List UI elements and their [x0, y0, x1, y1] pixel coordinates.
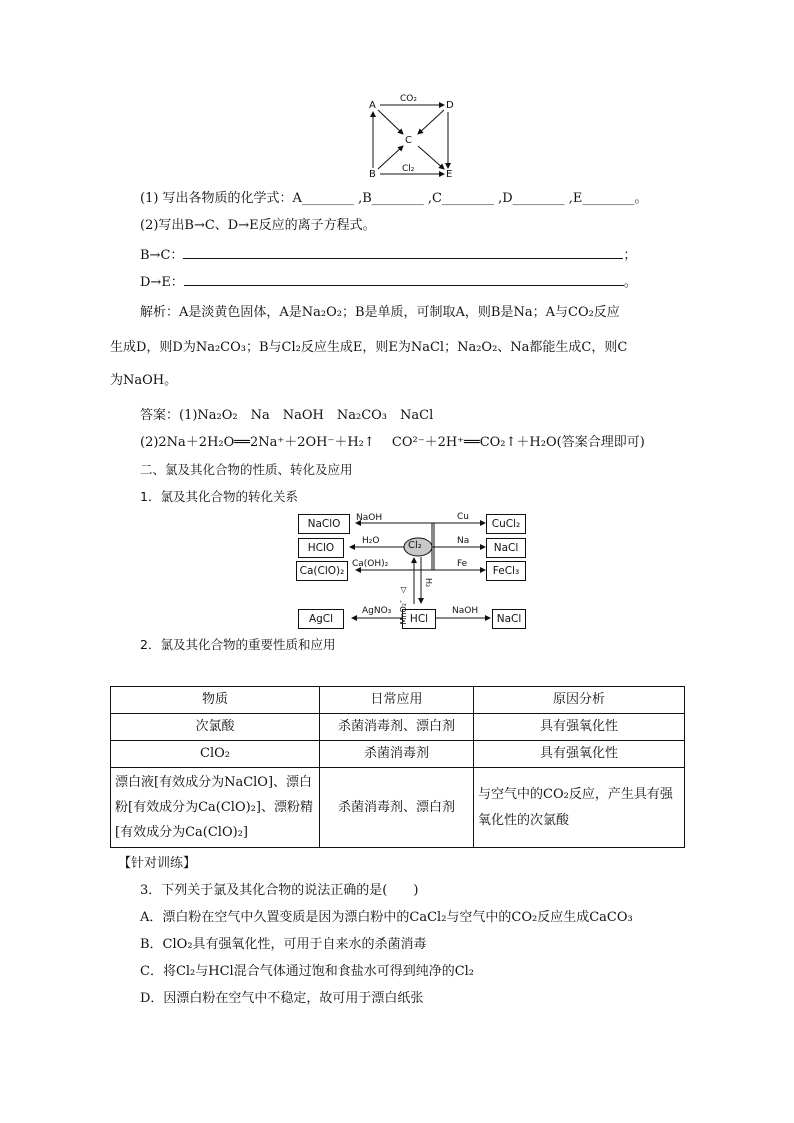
- cell-substance: ClO₂: [111, 741, 320, 768]
- label-caoh2: Ca(OH)₂: [352, 559, 389, 569]
- table-row: [111, 768, 685, 848]
- table-row: [111, 714, 685, 741]
- label-na: Na: [457, 536, 470, 546]
- edge-label-co2: CO₂: [400, 94, 417, 104]
- properties-table: [110, 686, 685, 848]
- section-2-title: 二、氯及其化合物的性质、转化及应用: [140, 462, 353, 477]
- table-header-row: [111, 687, 685, 714]
- cell-application: 杀菌消毒剂、漂白剂: [320, 714, 474, 741]
- cell-application: 杀菌消毒剂: [320, 741, 474, 768]
- question-1: (1) 写出各物质的化学式：A________ ,B________ ,C________ ,D________ ,E________。: [140, 191, 648, 206]
- analysis-line-1: 解析：A是淡黄色固体，A是Na₂O₂；B是单质，可制取A，则B是Na；A与CO₂反应: [140, 305, 620, 320]
- th-application: 日常应用: [320, 687, 474, 714]
- label-naoh-left: NaOH: [356, 513, 383, 523]
- training-title: 【针对训练】: [118, 856, 197, 871]
- answer-line-bc: [140, 244, 636, 265]
- label-cu: Cu: [457, 512, 469, 522]
- bc-label: B→C：: [140, 248, 184, 263]
- label-fe: Fe: [457, 559, 468, 569]
- box-ca-clo2: Ca(ClO)₂: [296, 561, 348, 581]
- analysis-line-3: 为NaOH。: [110, 373, 178, 388]
- cell-application: 杀菌消毒剂、漂白剂: [320, 768, 474, 848]
- box-hclo: HClO: [298, 538, 344, 558]
- de-label: D→E：: [140, 275, 184, 290]
- answer-line-2: (2)2Na＋2H₂O══2Na⁺＋2OH⁻＋H₂↑ CO²⁻＋2H⁺══CO₂↑＋H₂O(答案合理即可): [140, 435, 645, 450]
- table-row: [111, 741, 685, 768]
- de-end: 。: [623, 275, 637, 290]
- cl2-label: Cl₂: [408, 540, 422, 551]
- option-a[interactable]: A．漂白粉在空气中久置变质是因为漂白粉中的CaCl₂与空气中的CO₂反应生成CaCO₃: [140, 910, 633, 925]
- question-2: (2)写出B→C、D→E反应的离子方程式。: [140, 218, 376, 233]
- label-naoh-bottom: NaOH: [452, 606, 479, 616]
- box-cucl2: CuCl₂: [486, 514, 526, 534]
- node-b: B: [369, 169, 376, 180]
- label-mno2: MnO₂，△: [399, 586, 408, 625]
- question-3-stem: 3．下列关于氯及其化合物的说法正确的是( ): [140, 883, 419, 898]
- bc-blank[interactable]: [183, 244, 623, 259]
- node-d: D: [446, 100, 454, 111]
- box-hcl: HCl: [402, 609, 436, 629]
- option-b[interactable]: B．ClO₂具有强氧化性，可用于自来水的杀菌消毒: [140, 937, 427, 952]
- node-c: C: [405, 135, 412, 146]
- edge-label-cl2: Cl₂: [402, 164, 415, 174]
- subsection-2-title: 2．氯及其化合物的重要性质和应用: [140, 637, 336, 652]
- th-reason: 原因分析: [474, 687, 685, 714]
- de-blank[interactable]: [184, 271, 624, 286]
- th-substance: 物质: [111, 687, 320, 714]
- answer-line-1: 答案：(1)Na₂O₂ Na NaOH Na₂CO₃ NaCl: [140, 408, 434, 423]
- bc-end: ；: [623, 248, 637, 263]
- cell-reason: 具有强氧化性: [474, 741, 685, 768]
- box-fecl3: FeCl₃: [486, 561, 526, 581]
- cell-reason: 具有强氧化性: [474, 714, 685, 741]
- box-nacl-bottom: NaCl: [492, 609, 526, 629]
- cell-reason: 与空气中的CO₂反应，产生具有强氧化性的次氯酸: [474, 768, 685, 848]
- node-a: A: [369, 100, 376, 111]
- label-h2o: H₂O: [362, 536, 380, 546]
- cell-substance: 次氯酸: [111, 714, 320, 741]
- label-h2: H₂: [424, 578, 433, 588]
- box-nacl-right: NaCl: [486, 538, 526, 558]
- box-naclo: NaClO: [298, 514, 350, 534]
- option-c[interactable]: C．将Cl₂与HCl混合气体通过饱和食盐水可得到纯净的Cl₂: [140, 964, 475, 979]
- label-agno3: AgNO₃: [362, 606, 392, 616]
- node-e: E: [446, 169, 453, 180]
- cell-substance: 漂白液[有效成分为NaClO]、漂白粉[有效成分为Ca(ClO)₂]、漂粉精[有效成分为Ca(ClO)₂]: [111, 768, 320, 848]
- answer-line-de: [140, 271, 637, 292]
- subsection-1-title: 1．氯及其化合物的转化关系: [140, 489, 298, 504]
- option-d[interactable]: D．因漂白粉在空气中不稳定，故可用于漂白纸张: [140, 991, 424, 1006]
- analysis-line-2: 生成D，则D为Na₂CO₃；B与Cl₂反应生成E，则E为NaCl；Na₂O₂、Na都能生成C，则C: [110, 340, 628, 355]
- box-agcl: AgCl: [298, 609, 344, 629]
